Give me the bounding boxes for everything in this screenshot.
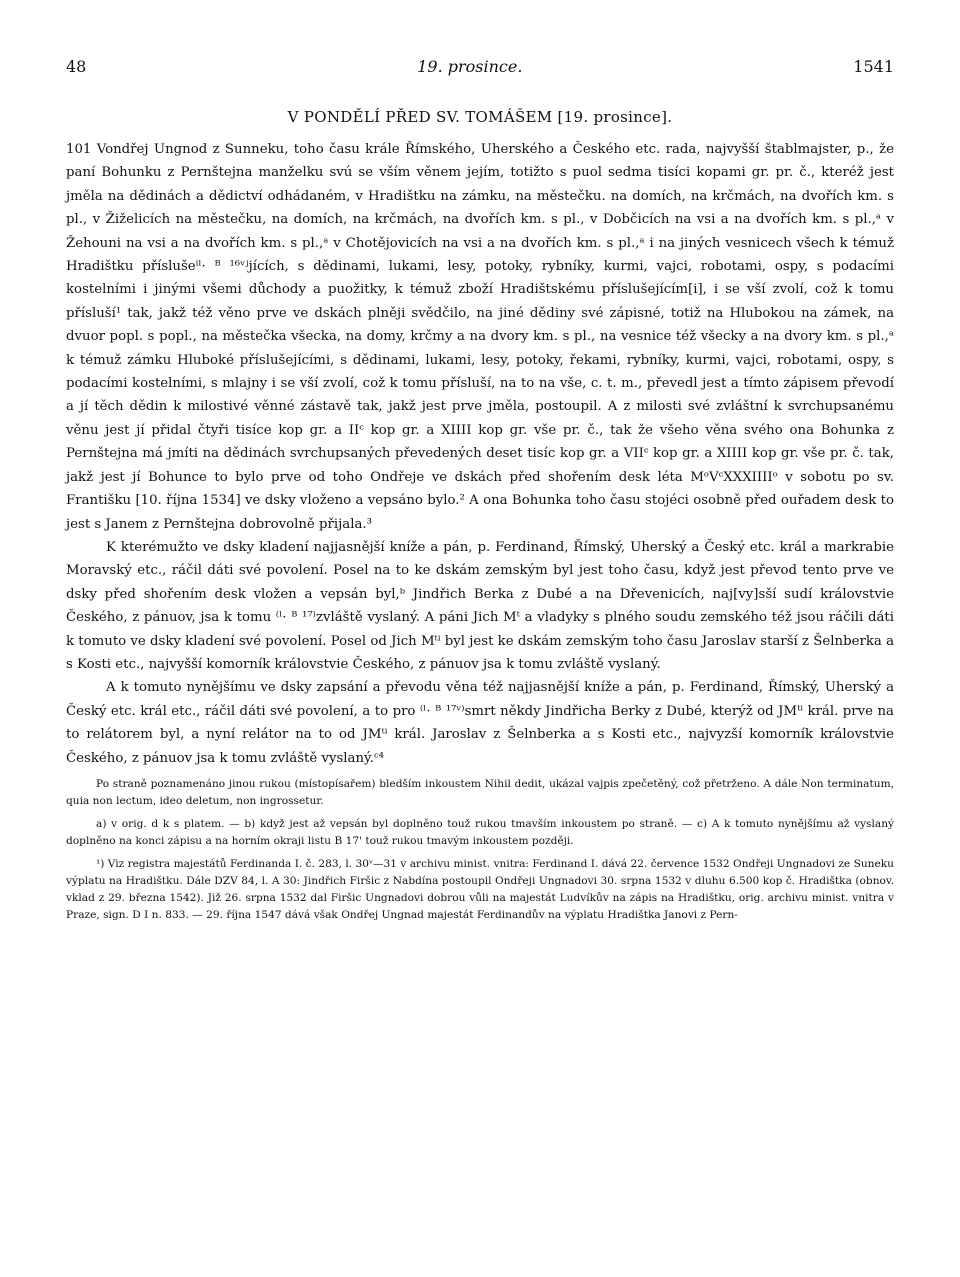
running-header bbox=[66, 56, 894, 78]
document-page bbox=[66, 56, 894, 930]
header-year: 1541 bbox=[853, 57, 894, 76]
footnote: ¹) Viz registra majestátů Ferdinanda I. č. 283, l. 30ᵛ—31 v archivu minist. vnitra: Ferdinand I. dává 22. července 1532 Ondřeji Ungnadovi ze Suneku výplatu na Hradištku. Dále DZV 84, l. A 30: Jindřich Firšic z Nabdína postoupil Ondřeji Ungnadovi 30. srpna 1532 v dluhu 6.500 kop č. Hradištka (obnov. vklad z 29. března 1542). Již 26. srpna 1532 dal Firšic Ungnadovi dobrou vůli na majestát Ludvíkův na zápis na Hradištku, orig. archivu minist. vnitra v Praze, sign. D I n. 833. — 29. října 1547 dává však Ondřej Ungnad majestát Ferdinandův na výplatu Hradištka Janovi z Pern- bbox=[66, 857, 894, 921]
marginal-note: Po straně poznamenáno jinou rukou (místopísařem) bledším inkoustem Nihil dedit, ukázal vajpis zpečetěný, což přetrženo. A dále Non terminatum, quia non lectum, ideo deletum, non ingrossetur. bbox=[66, 777, 894, 807]
textual-notes: a) v orig. d k s platem. — b) když jest až vepsán byl doplněno touž rukou tmavším inkoustem po straně. — c) A k tomuto nynějšímu až vyslaný doplněno na konci zápisu a na horním okraji listu B 17' touž rukou tmavým inkoustem později. bbox=[66, 817, 894, 847]
document-body bbox=[66, 138, 894, 770]
section-title: V PONDĚLÍ PŘED SV. TOMÁŠEM [19. prosince]. bbox=[287, 108, 673, 126]
header-date: 19. prosince. bbox=[417, 57, 523, 76]
footnotes bbox=[66, 776, 894, 924]
body-paragraph: K kterémužto ve dsky kladení najjasnější kníže a pán, p. Ferdinand, Římský, Uherský a Český etc. král a markrabie Moravský etc., ráčil dáti své povolení. Posel na to ke dskám zemským byl jest toho času, když jest převod tento prve ve dsky před shořením desk vložen a vepsán byl,ᵇ Jindřich Berka z Dubé a na Dřevenicích, naj[vy]sší sudí královstvie Českého, z pánuov, jsa k tomu ⁽ˡ· ᴮ ¹⁷⁾zvláště vyslaný. A páni Jich Mᵗ a vladyky s plného soudu zemského též jsou ráčili dáti k tomuto ve dsky kladení své povolení. Posel od Jich Mᵗⁱ byl jest ke dskám zemským toho času Jaroslav starší z Šelnberka a s Kosti etc., najvyšší komorník královstvie Českého, z pánuov jsa k tomu zvláště vyslaný. bbox=[66, 539, 894, 672]
page-number: 48 bbox=[66, 57, 87, 76]
entry-paragraph: 101 Vondřej Ungnod z Sunneku, toho času krále Římského, Uherského a Českého etc. rada, najvyšší štablmajster, p., že paní Bohunku z Pernštejna manželku svú se vším věnem jejím, totižto s puol sedma tisíci kopami gr. pr. č., kteréž jest jměla na dědinách a dědictví odhádaném, v Hradištku na zámku, na městečku. na domích, na krčmách, na dvořích km. s pl., v Žiželicích na městečku, na domích, na krčmách, na dvořích km. s pl., v Dobčicích na vsi a na dvořích km. s pl.,ᵃ v Žehouni na vsi a na dvořích km. s pl.,ᵃ v Chotějovicích na vsi a na dvořích km. s pl.,ᵃ i na jiných vesnicech všech k témuž Hradištku příslušeⁱˡ· ᴮ ¹⁶ᵛʲjících, s dědinami, lukami, lesy, potoky, rybníky, kurmi, vajci, robotami, ospy, s podacími kostelními i jinými všemi důchody a puožitky, k témuž zboží Hradištskému příslušejícím[i], i se vší zvolí, což k tomu přísluší¹ tak, jakž též věno prve ve dskách plněji svědčilo, na jiné dědiny své zápisné, totiž na Hlubokou na zámek, na dvuor popl. s popl., na městečka všecka, na domy, krčmy a na dvory km. s pl., na vesnice též všecky a na dvory km. s pl.,ᵃ k témuž zámku Hluboké příslušejícími, s dědinami, lukami, lesy, potoky, řekami, rybníky, kurmi, vajci, robotami, ospy, s podacími kostelními, s mlajny i se vší zvolí, což k tomu přísluší, na to na vše, c. t. m., převedl jest a tímto zápisem převodí a jí těch dědin k milostivé věnné zástavě tak, jakž jest prve jměla, postoupil. A z milosti své zvláštní k svrchupsanému věnu jest jí přidal čtyři tisíce kop gr. a IIᶜ kop gr. a XIIII kop gr. vše pr. č., tak že všeho věna svého ona Bohunka z Pernštejna má jmíti na dědinách svrchupsaných převedených deset tisíc kop gr. a VIIᶜ kop gr. a XIIII kop gr. vše pr. č. tak, jakž jest jí Bohunce to bylo prve od toho Ondřeje ve dskách před shořením desk léta MᵒVᶜXXXIIIIᵒ v sobotu po sv. Františku [10. října 1534] ve dsky vloženo a vepsáno bylo.² A ona Bohunka toho času stojéci osobně před ouřadem desk to jest s Janem z Pernštejna dobrovolně přijala.³ bbox=[66, 142, 894, 532]
body-paragraph: A k tomuto nynějšímu ve dsky zapsání a převodu věna též najjasnější kníže a pán, p. Ferdinand, Římský, Uherský a Český etc. král etc., ráčil dáti své povolení, a to pro ⁽ˡ· ᴮ ¹⁷ᵛ⁾smrt někdy Jindřicha Berky z Dubé, kterýž od JMᵗⁱ král. prve na to relátorem byl, a nyní relátor na to od JMᵗⁱ král. Jaroslav z Šelnberka a s Kosti etc., najvyzší komorník královstvie Českého, z pánuov jsa k tomu zvláště vyslaný.ᶜ⁴ bbox=[66, 680, 894, 766]
